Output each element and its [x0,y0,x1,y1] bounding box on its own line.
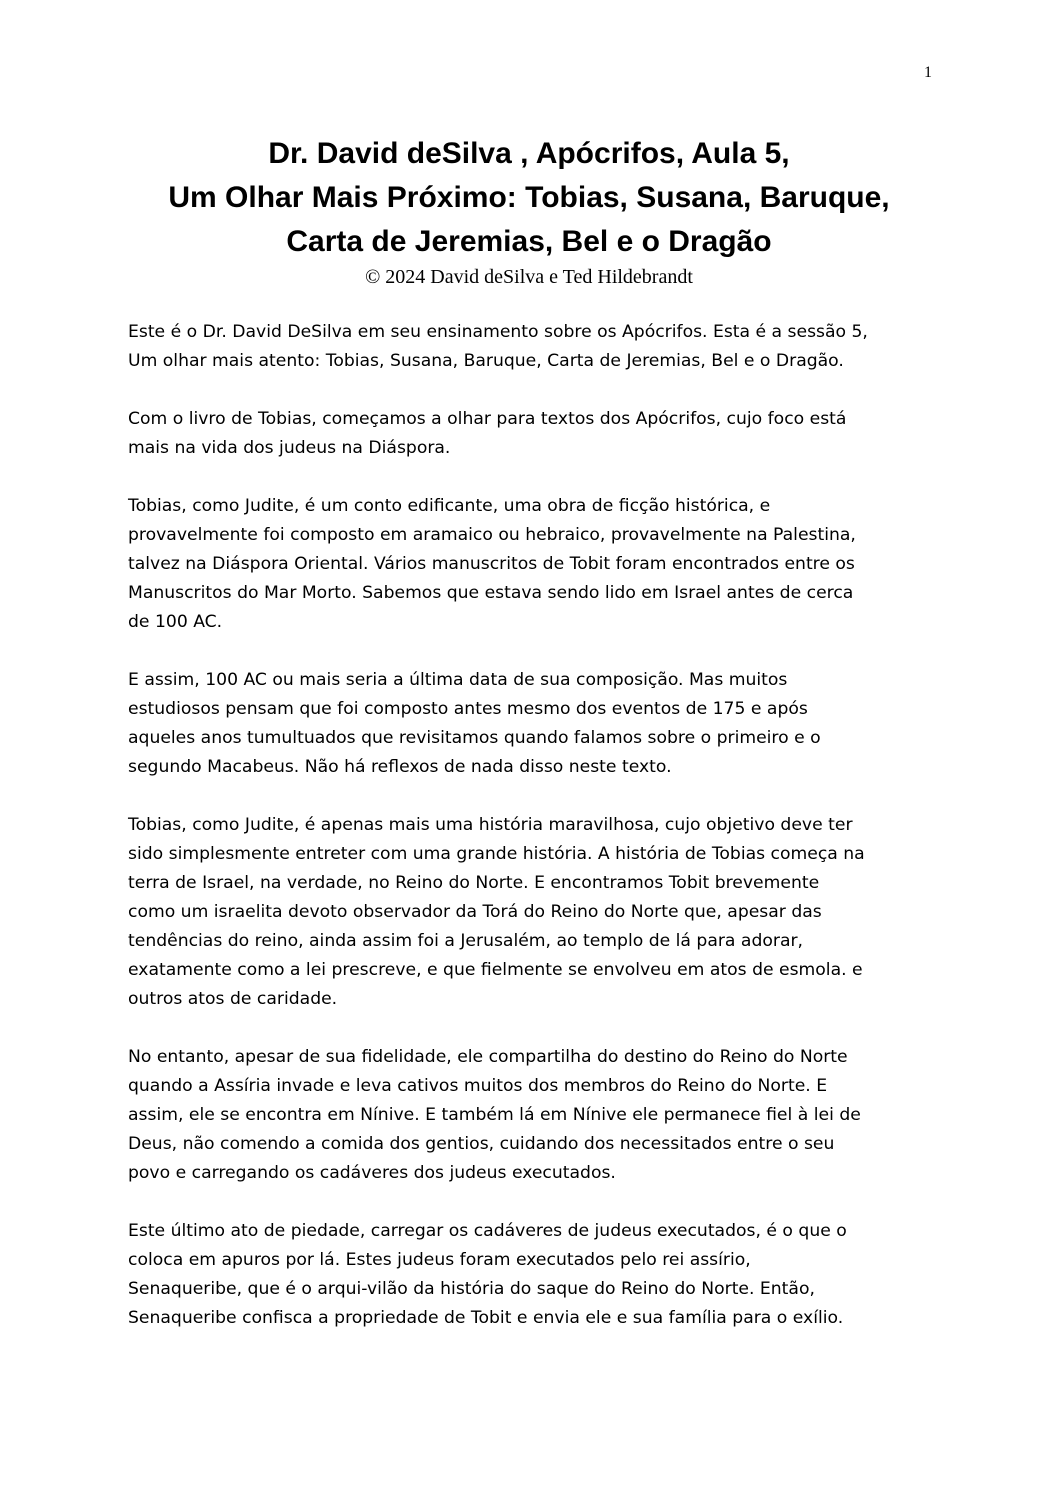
page-number: 1 [924,64,932,81]
copyright-notice: © 2024 David deSilva e Ted Hildebrandt [365,266,693,288]
paragraph: Este último ato de piedade, carregar os cadáveres de judeus executados, é o que o coloca em apuros por lá. Estes judeus foram executados pelo rei assírio, Senaqueribe, que é o arqui-vilão da história do saque do Reino do Norte. Então, Senaqueribe confisca a propriedade de Tobit e envia ele e sua família para o exílio. [128,1221,847,1328]
paragraph: No entanto, apesar de sua fidelidade, ele compartilha do destino do Reino do Norte quando a Assíria invade e leva cativos muitos dos membros do Reino do Norte. E assim, ele se encontra em Nínive. E também lá em Nínive ele permanece fiel à lei de Deus, não comendo a comida dos gentios, cuidando dos necessitados entre o seu povo e carregando os cadáveres dos judeus executados. [128,1047,861,1183]
title-line-1: Dr. David deSilva , Apócrifos, Aula 5, [268,137,790,170]
title-line-2: Um Olhar Mais Próximo: Tobias, Susana, Baruque, [168,181,890,214]
title-line-3: Carta de Jeremias, Bel e o Dragão [286,225,772,258]
paragraph: Tobias, como Judite, é um conto edificante, uma obra de ficção histórica, e provavelmente foi composto em aramaico ou hebraico, provavelmente na Palestina, talvez na Diáspora Oriental. Vários manuscritos de Tobit foram encontrados entre os Manuscritos do Mar Morto. Sabemos que estava sendo lido em Israel antes de cerca de 100 AC. [128,496,856,632]
paragraph: Tobias, como Judite, é apenas mais uma história maravilhosa, cujo objetivo deve ter sido simplesmente entreter com uma grande história. A história de Tobias começa na terra de Israel, na verdade, no Reino do Norte. E encontramos Tobit brevemente como um israelita devoto observador da Torá do Reino do Norte que, apesar das tendências do reino, ainda assim foi a Jerusalém, ao templo de lá para adorar, exatamente como a lei prescreve, e que fielmente se envolveu em atos de esmola. e outros atos de caridade. [128,815,865,1009]
paragraph: Com o livro de Tobias, começamos a olhar para textos dos Apócrifos, cujo foco está mais na vida dos judeus na Diáspora. [128,409,847,458]
document-body [128,318,938,1362]
paragraph: Este é o Dr. David DeSilva em seu ensinamento sobre os Apócrifos. Esta é a sessão 5, Um olhar mais atento: Tobias, Susana, Baruque, Carta de Jeremias, Bel e o Dragão. [128,322,868,371]
paragraph: E assim, 100 AC ou mais seria a última data de sua composição. Mas muitos estudiosos pensam que foi composto antes mesmo dos eventos de 175 e após aqueles anos tumultuados que revisitamos quando falamos sobre o primeiro e o segundo Macabeus. Não há reflexos de nada disso neste texto. [128,670,821,777]
title-block [0,132,1058,290]
